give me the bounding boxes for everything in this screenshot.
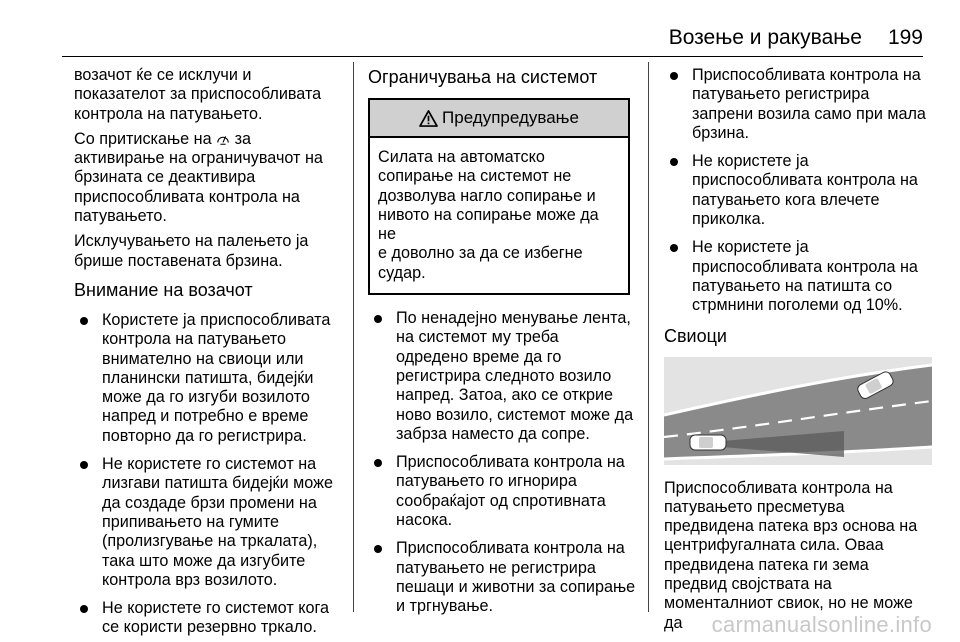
watermark: carmanualsonline.info [711,612,932,637]
warning-title: Предупредување [442,108,579,128]
list-item-text: Приспособливата контрола на патувањето регистрира запрени возила само при мала брзина. [692,66,926,142]
header-title: Возење и ракување [668,26,862,49]
list-item-text: Не користете ја приспособливата контрола на патувањето на патишта со стрмнини поголеми од 10%. [692,238,918,315]
list-item-text: Користете ја приспособливата контрола на патувањето внимателно на свиоци или планински патишта, бидејќи може да го изгуби возилото напред и потребно е време повторно да го регистрира. [102,310,331,445]
col1-bullet-list [74,311,349,638]
bullet-dot [80,461,88,469]
curve-road-illustration [664,357,932,465]
list-item-text: Не користете го системот на лизгави патишта бидејќи може да создаде брзи промени на припивањето на гумите (пролизгување на тркалата), така што може да изгубите контрола врз возилото. [102,455,333,589]
col2-heading: Ограничувања на системот [368,67,598,87]
warning-header [370,100,628,138]
bullet-dot [374,459,382,467]
list-item-text: Приспособливата контрола на патувањето не регистрира пешаци и животни за сопирање и тргнување. [396,539,636,616]
list-item-text: Приспособливата контрола на патувањето го игнорира сообраќајот од спротивната насока. [396,453,625,530]
warning-body: Силата на автоматско сопирање на системот не дозволува нагло сопирање и нивото на сопирање може да не е доволно за да се избегне судар. [378,148,599,282]
curve-illustration [664,357,932,465]
list-item [74,455,349,590]
bullet-dot [80,317,88,325]
list-item [664,152,934,229]
list-item [368,453,636,530]
page-number: 199 [887,26,923,49]
bullet-dot [80,605,88,613]
bullet-dot [670,244,678,252]
list-item [664,66,934,143]
list-item-text: Не користете го системот кога се користи резервно тркало. [102,599,330,637]
bullet-dot [374,315,382,323]
column-2 [368,66,636,626]
column-divider-1 [353,62,354,612]
col3-heading: Свиоци [664,325,727,346]
header-rule [62,56,923,57]
col1-paragraph-3: Исклучувањето на палењето ја брише поставената брзина. [74,232,309,270]
warning-triangle-icon [419,110,438,127]
speed-limiter-icon [216,132,230,146]
list-item [368,309,636,444]
col1-p2-before: Со притискање на [74,129,217,148]
list-item [664,238,934,315]
column-divider-2 [648,62,649,612]
list-item [74,311,349,446]
list-item [368,539,636,616]
col1-heading: Внимание на возачот [74,279,253,300]
bullet-dot [670,72,678,80]
col3-bullet-list [664,66,934,316]
warning-box [368,98,630,295]
col1-paragraph-2 [74,130,349,226]
list-item [74,599,349,638]
list-item-text: По ненадејно менување лента, на системот му треба одредено време да го регистрира следното возило напред. Затоа, ако се открие ново возило, системот може да забрза наместо да сопре. [396,309,634,443]
col1-p2-after: за активирање на ограничувачот на брзината се деактивира приспособливата контрола на патувањето. [74,129,323,226]
page-header [0,0,960,58]
list-item-text: Не користете ја приспособливата контрола на патувањето кога влечете приколка. [692,152,918,229]
bullet-dot [670,158,678,166]
col3-paragraph-1: Приспособливата контрола на патувањето пресметува предвидена патека врз основа на центрифугалната сила. Оваа предвидена патека ги зема предвид својствата на моменталниот свиок, но не може да [664,478,918,632]
column-3 [664,66,934,639]
col1-paragraph-1: возачот ќе се исклучи и показателот за приспособливата контрола на патувањето. [74,66,322,123]
col2-bullet-list [368,309,636,616]
column-1 [74,66,349,642]
bullet-dot [374,545,382,553]
